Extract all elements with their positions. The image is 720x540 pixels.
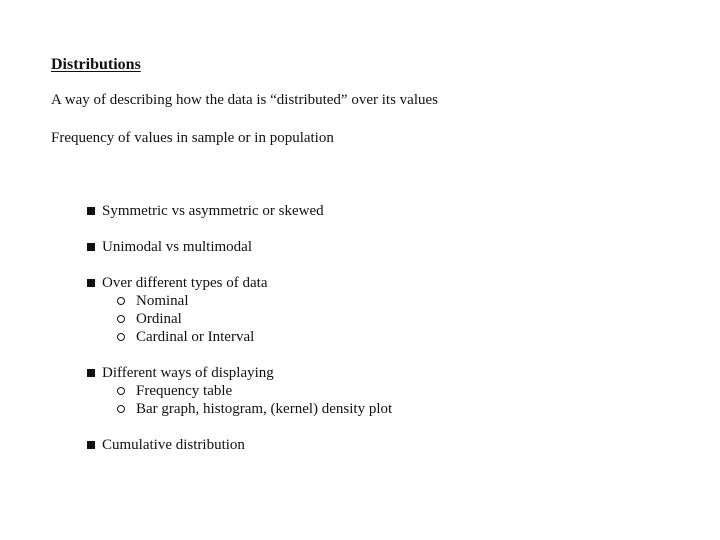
- sub-list: [87, 292, 392, 346]
- circle-bullet-icon: [117, 405, 125, 413]
- square-bullet-icon: [87, 279, 95, 287]
- sub-item-text: Frequency table: [136, 383, 233, 399]
- sub-item: [117, 328, 392, 346]
- circle-bullet-icon: [117, 315, 125, 323]
- circle-bullet-icon: [117, 297, 125, 305]
- bullet-text: Symmetric vs asymmetric or skewed: [102, 203, 324, 219]
- bullet-text: Over different types of data: [102, 275, 268, 291]
- sub-item: [117, 292, 392, 310]
- bullet-item: [87, 274, 392, 346]
- circle-bullet-icon: [117, 387, 125, 395]
- bullet-item: [87, 238, 392, 256]
- bullet-text: Cumulative distribution: [102, 437, 245, 453]
- bullet-text: Unimodal vs multimodal: [102, 239, 252, 255]
- square-bullet-icon: [87, 243, 95, 251]
- sub-list: [87, 382, 392, 418]
- paragraph-frequency: Frequency of values in sample or in population: [51, 130, 334, 146]
- sub-item-text: Nominal: [136, 293, 189, 309]
- sub-item-text: Ordinal: [136, 311, 182, 327]
- sub-item: [117, 400, 392, 418]
- paragraph-description: A way of describing how the data is “distributed” over its values: [51, 92, 438, 108]
- slide-title: Distributions: [51, 56, 141, 73]
- sub-item-text: Cardinal or Interval: [136, 329, 255, 345]
- sub-item: [117, 310, 392, 328]
- bullet-item: [87, 364, 392, 418]
- sub-item-text: Bar graph, histogram, (kernel) density plot: [136, 401, 393, 417]
- circle-bullet-icon: [117, 333, 125, 341]
- square-bullet-icon: [87, 441, 95, 449]
- sub-item: [117, 382, 392, 400]
- square-bullet-icon: [87, 369, 95, 377]
- square-bullet-icon: [87, 207, 95, 215]
- bullet-list: [87, 202, 392, 472]
- bullet-text: Different ways of displaying: [102, 365, 274, 381]
- bullet-item: [87, 436, 392, 454]
- bullet-item: [87, 202, 392, 220]
